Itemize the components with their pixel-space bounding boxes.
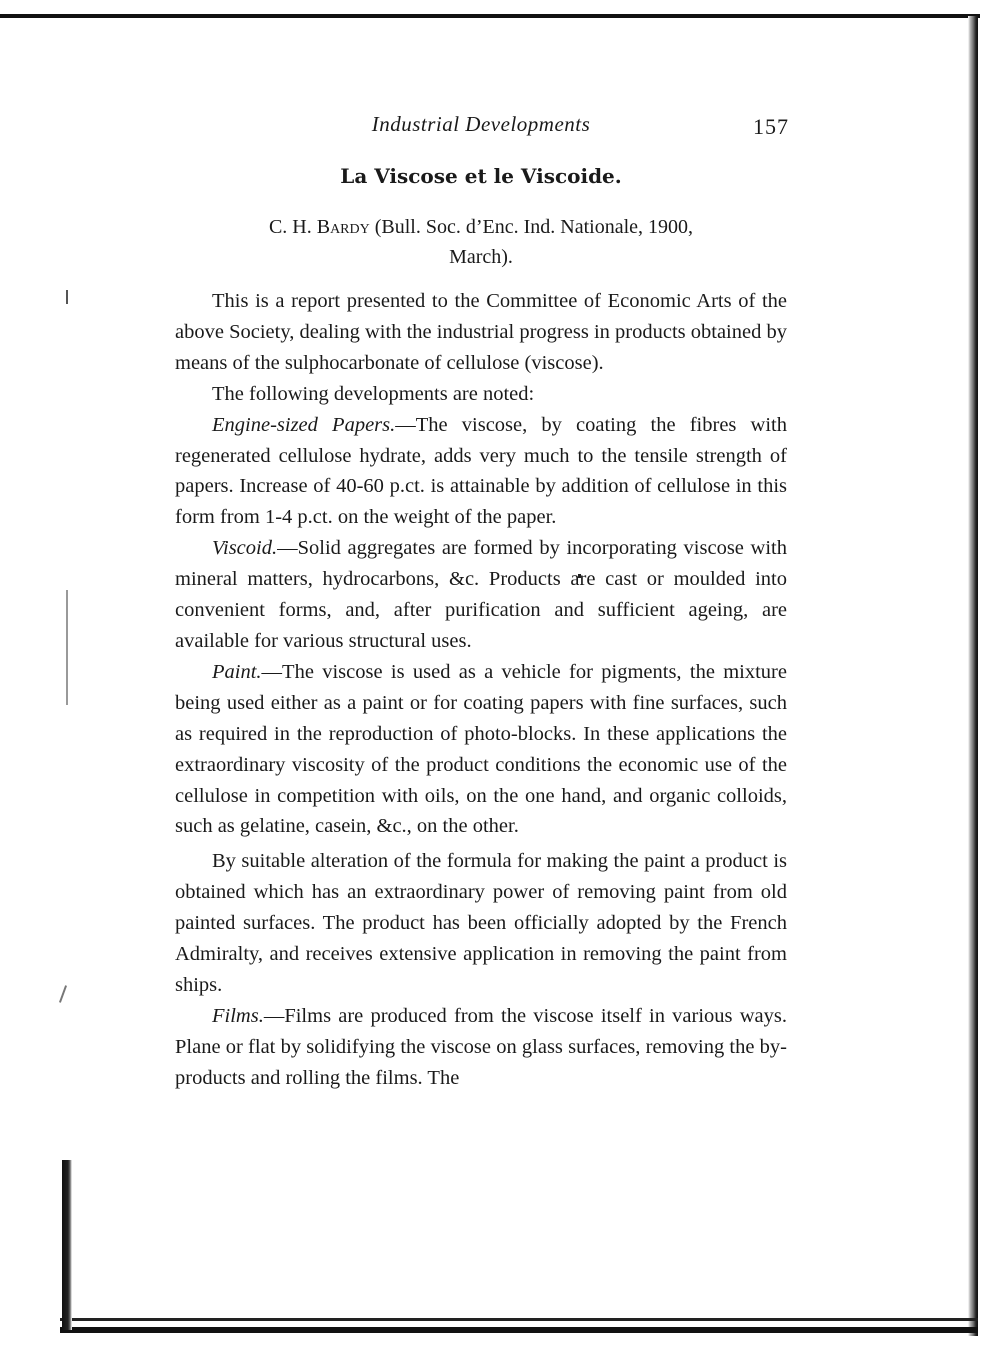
running-head xyxy=(175,112,787,146)
scan-speck xyxy=(66,590,68,705)
scan-border-bottom-shadow xyxy=(60,1327,978,1333)
paragraph-intro: This is a report presented to the Committee of Economic Arts of the above Society, dealing with the industrial progress in products obtained by means of the sulphocarbonate of cellulose (viscose). xyxy=(175,290,787,374)
paragraph-remover: By suitable alteration of the formula for making the paint a product is obtained which has an extraordinary power of removing paint from old painted surfaces. The product has been officially adopted by the French Admiralty, and receives extensive application in removing the paint from ships. xyxy=(175,850,787,996)
byline xyxy=(175,212,787,272)
author-name: C. H. Bardy xyxy=(268,216,370,238)
scan-border-bottom xyxy=(60,1318,978,1321)
citation: (Bull. Soc. d’Enc. Ind. Nationale, 1900, xyxy=(374,216,694,238)
films-text: —Films are produced from the viscose itself in various ways. Plane or flat by solidifying the viscose on glass surfaces, removing the by-products and rolling the films. The xyxy=(175,1004,787,1089)
paint-text: —The viscose is used as a vehicle for pigments, the mixture being used either as a paint or for coating papers with fine surfaces, such as required in the reproduction of photo-blocks. In these applications the extraordinary viscosity of the product conditions the economic use of the cellulose in competition with oils, on the one hand, and organic colloids, such as gelatine, casein, &c., on the other. xyxy=(175,660,787,838)
papers-text: —The viscose, by coating the fibres with regenerated cellulose hydrate, adds very much to the tensile strength of papers. Increase of 40-60 p.ct. is attainable by addition of cellulose in this form from 1-4 p.ct. on the weight of the paper. xyxy=(175,413,787,529)
citation-continued: March). xyxy=(449,246,513,268)
films-heading: Films. xyxy=(212,1004,264,1027)
article-title: La Viscose et le Viscoide. xyxy=(340,164,622,188)
paragraph-viscoid xyxy=(175,533,787,657)
running-title: Industrial Developments xyxy=(371,112,591,136)
papers-heading: Engine-sized Papers. xyxy=(212,413,396,436)
paragraph-paint xyxy=(175,657,787,842)
viscoid-heading: Viscoid. xyxy=(212,537,278,560)
scan-binding-shadow xyxy=(62,1160,72,1330)
paint-heading: Paint. xyxy=(212,660,262,683)
scan-border-right xyxy=(968,16,978,1336)
article-body xyxy=(175,286,787,1094)
scan-speck xyxy=(59,985,67,1003)
paragraph-films xyxy=(175,1001,787,1094)
page-number: 157 xyxy=(753,114,789,139)
viscoid-text: —Solid aggregates are formed by incorporating viscose with mineral matters, hydrocarbons, &c. Products are cast or moulded into convenient forms, and, after purification and sufficient ageing, are available for various structural uses. xyxy=(175,537,787,652)
scan-speck xyxy=(66,290,68,304)
scan-border-top xyxy=(0,14,980,18)
paragraph-papers xyxy=(175,410,787,534)
paragraph-following: The following developments are noted: xyxy=(212,382,535,405)
